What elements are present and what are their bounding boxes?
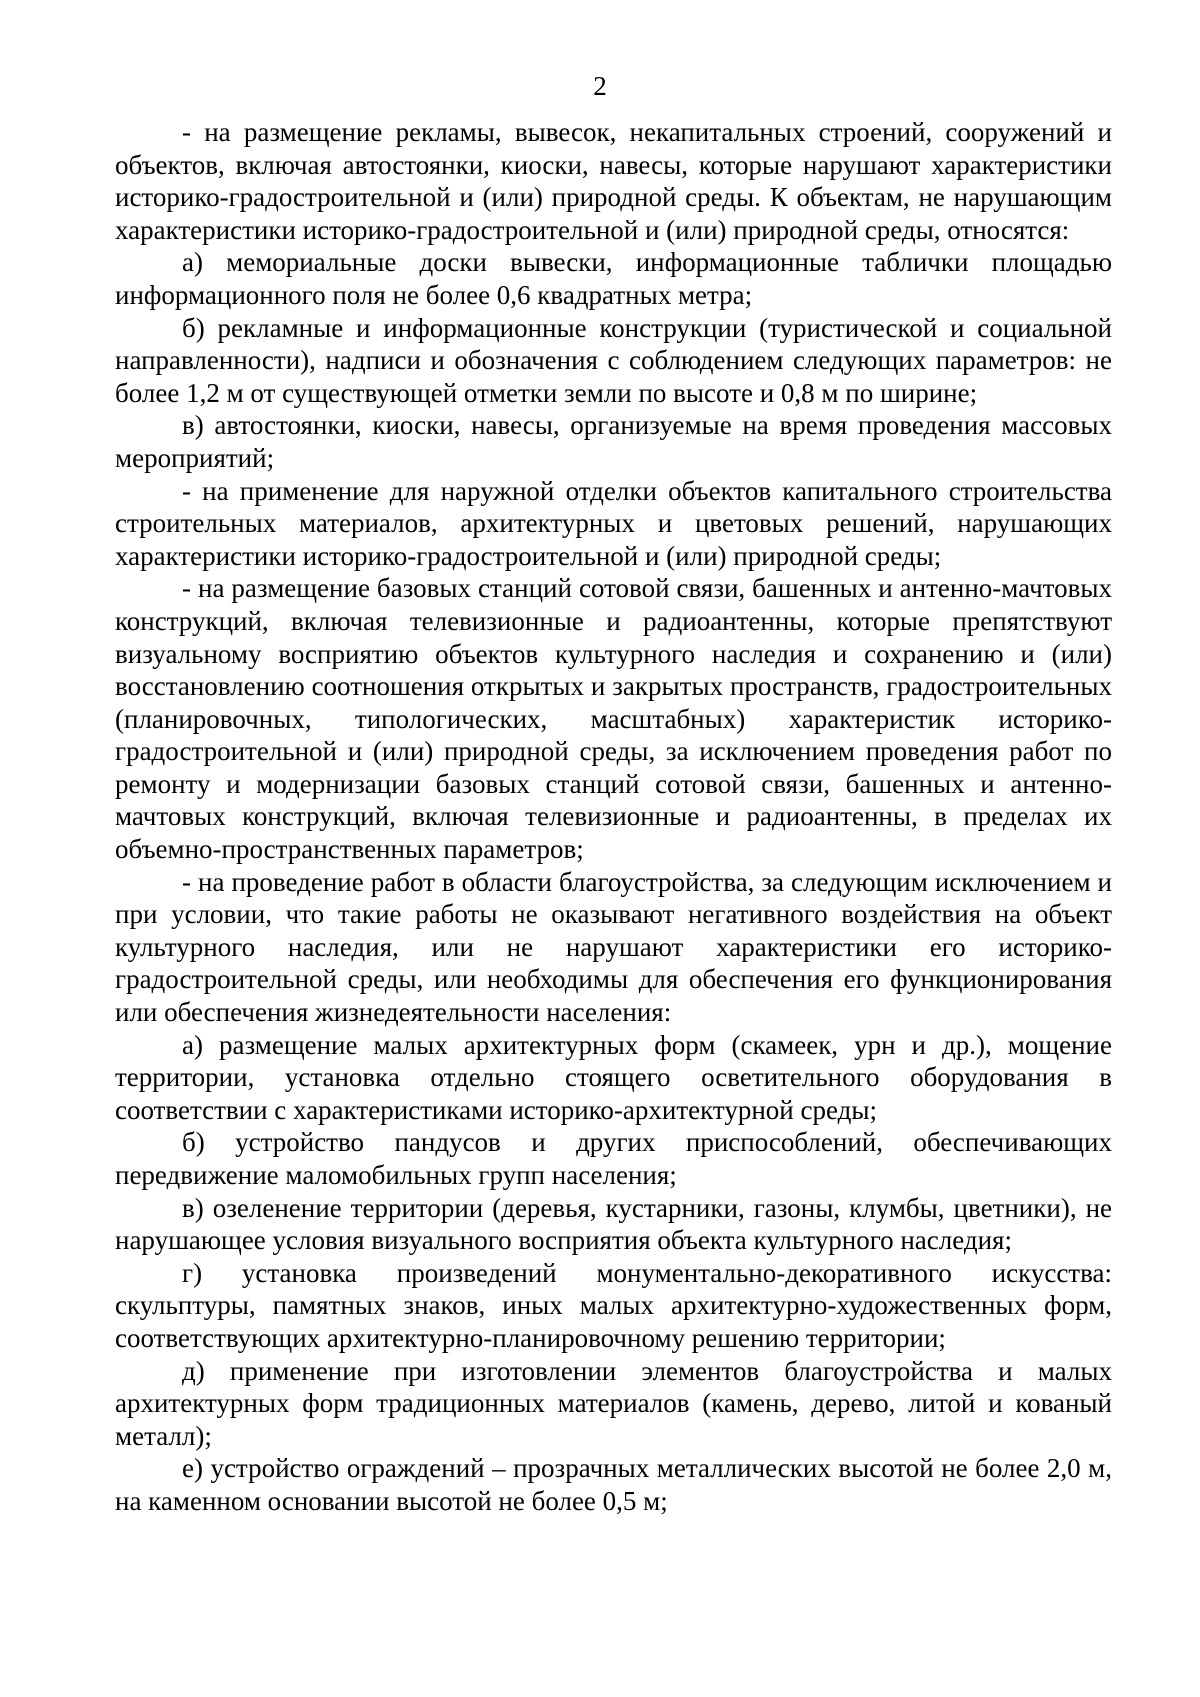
- paragraph-item-d-materials: д) применение при изготовлении элементов благоустройства и малых архитектурных форм традиционных материалов (камень, дерево, литой и кованый металл);: [115, 1355, 1112, 1451]
- paragraph-base-stations-restriction: - на размещение базовых станций сотовой связи, башенных и антенно-мачтовых конструкций, включая телевизионные и радиоантенны, которые препятствуют визуальному восприятию объектов культурного наследия и сохранению и (или) восстановлению соотношения открытых и закрытых пространств, градостроительных (планировочных, типологических, масштабных) характеристик историко-градостроительной и (или) природной среды, за исключением проведения работ по ремонту и модернизации базовых станций сотовой связи, башенных и антенно-мачтовых конструкций, включая телевизионные и радиоантенны, в пределах их объемно-пространственных параметров;: [115, 573, 1112, 865]
- paragraph-item-v-greening: в) озеленение территории (деревья, кустарники, газоны, клумбы, цветники), не нарушающее условия визуального восприятия объекта культурного наследия;: [115, 1192, 1112, 1256]
- page-number: 2: [593, 71, 607, 101]
- paragraph-item-g-monuments: г) установка произведений монументально-декоративного искусства: скульптуры, памятных знаков, иных малых архитектурно-художественных форм, соответствующих архитектурно-планировочному решению территории;: [115, 1257, 1112, 1353]
- paragraph-advertising-restriction: - на размещение рекламы, вывесок, некапитальных строений, сооружений и объектов, включая автостоянки, киоски, навесы, которые нарушают характеристики историко-градостроительной и (или) природной среды. К объектам, не нарушающим характеристики историко-градостроительной и (или) природной среды, относятся:: [115, 117, 1112, 245]
- paragraph-item-a-plaques: а) мемориальные доски вывески, информационные таблички площадью информационного поля не более 0,6 квадратных метра;: [115, 247, 1112, 310]
- paragraph-item-a-small-forms: а) размещение малых архитектурных форм (скамеек, урн и др.), мощение территории, установка отдельно стоящего осветительного оборудования в соответствии с характеристиками историко-архитектурной среды;: [115, 1029, 1112, 1125]
- paragraph-item-b-signage: б) рекламные и информационные конструкции (туристической и социальной направленности), надписи и обозначения с соблюдением следующих параметров: не более 1,2 м от существующей отметки земли по высоте и 0,8 м по ширине;: [115, 312, 1112, 408]
- paragraph-item-b-ramps: б) устройство пандусов и других приспособлений, обеспечивающих передвижение маломобильных групп населения;: [115, 1127, 1112, 1190]
- paragraph-exterior-finishing-restriction: - на применение для наружной отделки объектов капитального строительства строительных материалов, архитектурных и цветовых решений, нарушающих характеристики историко-градостроительной и (или) природной среды;: [115, 475, 1112, 571]
- paragraph-item-e-fences: е) устройство ограждений – прозрачных металлических высотой не более 2,0 м, на каменном основании высотой не более 0,5 м;: [115, 1453, 1112, 1516]
- paragraph-item-v-temporary-objects: в) автостоянки, киоски, навесы, организуемые на время проведения массовых мероприятий;: [115, 410, 1112, 473]
- paragraph-landscaping-restriction: - на проведение работ в области благоустройства, за следующим исключением и при условии, что такие работы не оказывают негативного воздействия на объект культурного наследия, или не нарушают характеристики его историко-градостроительной среды, или необходимы для обеспечения его функционирования или обеспечения жизнедеятельности населения:: [115, 866, 1112, 1028]
- document-body: [115, 116, 1112, 1518]
